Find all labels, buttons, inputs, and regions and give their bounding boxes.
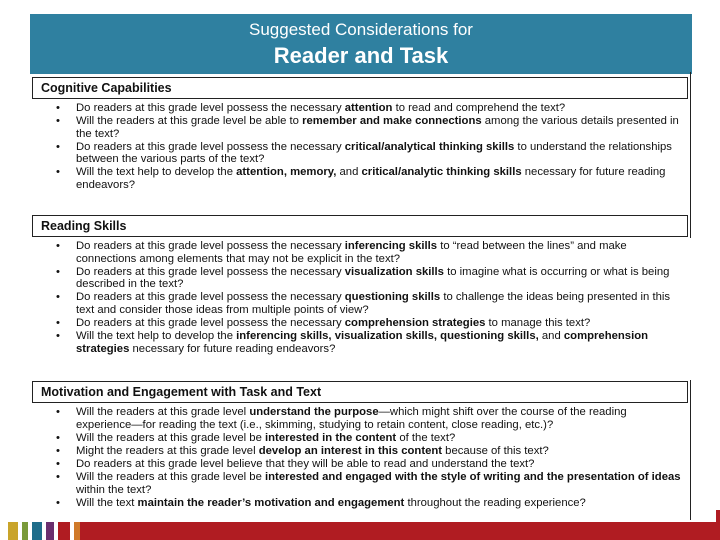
item-text: —which might shift over the course of the reading experience—for reading the text (i.e., skimming, studying to retain content, close reading, etc.)? xyxy=(76,406,627,431)
banner-subtitle: Suggested Considerations for xyxy=(249,20,473,39)
item-text: to manage this text? xyxy=(485,317,591,330)
emphasis-text: interested in the content xyxy=(265,431,397,444)
section-heading-label: Reading Skills xyxy=(41,219,127,233)
list-item xyxy=(44,115,684,140)
item-text: Do readers at this grade level possess the necessary xyxy=(76,240,345,252)
item-text: to read and comprehend the text? xyxy=(392,102,566,114)
bullet-icon: • xyxy=(56,166,60,179)
list-item xyxy=(44,471,684,496)
section-heading-label: Motivation and Engagement with Task and Text xyxy=(41,385,322,399)
bullet-icon: • xyxy=(56,265,60,278)
emphasis-text: remember and make connections xyxy=(302,115,482,128)
section-heading-cognitive-capabilities xyxy=(32,77,688,99)
list-item xyxy=(44,406,684,431)
emphasis-text: critical/analytical thinking skills xyxy=(344,140,515,153)
item-text: to “read between the lines” and make connections among elements that may not be explicit in the text? xyxy=(76,240,627,265)
bullet-icon: • xyxy=(56,470,60,483)
item-text: necessary for future reading endeavors? xyxy=(76,166,666,192)
bullet-icon: • xyxy=(56,140,60,153)
item-text: Do readers at this grade level possess the necessary xyxy=(76,291,345,304)
emphasis-text: interested and engaged with the style of writing and the presentation of ideas xyxy=(265,470,681,483)
footer-color-block xyxy=(22,522,28,540)
list-item xyxy=(44,497,684,510)
emphasis-text: understand the purpose xyxy=(249,406,379,418)
emphasis-text: maintain the reader’s motivation and engagement xyxy=(137,496,405,509)
item-text: and xyxy=(538,330,564,343)
emphasis-text: inferencing skills, visualization skills, questioning skills, xyxy=(236,330,539,343)
emphasis-text: comprehension strategies xyxy=(76,330,649,355)
emphasis-text: develop an interest in this content xyxy=(258,444,443,457)
item-text: Will the readers at this grade level be xyxy=(76,431,266,444)
title-banner xyxy=(30,14,692,74)
footer-color-block xyxy=(32,522,42,540)
bullet-icon: • xyxy=(56,431,60,444)
bullet-icon: • xyxy=(56,317,60,330)
emphasis-text: inferencing skills xyxy=(344,240,438,252)
bullet-icon: • xyxy=(56,444,60,457)
reading-skills-list xyxy=(44,240,684,356)
section-heading-reading-skills xyxy=(32,215,688,237)
bullet-icon: • xyxy=(56,496,60,509)
list-item xyxy=(44,266,684,291)
list-item xyxy=(44,432,684,445)
footer-color-block xyxy=(46,522,54,540)
item-text: Do readers at this grade level possess the necessary xyxy=(76,265,345,278)
item-text: Will the readers at this grade level xyxy=(76,406,250,418)
emphasis-text: questioning skills xyxy=(344,291,441,304)
item-text: and xyxy=(336,166,362,179)
footer-color-blocks xyxy=(0,522,80,540)
item-text: Will the readers at this grade level be able to xyxy=(76,115,303,128)
item-text: necessary for future reading endeavors? xyxy=(129,342,336,355)
banner-title: Reader and Task xyxy=(273,43,449,68)
list-item xyxy=(44,291,684,316)
bullet-icon: • xyxy=(56,457,60,470)
item-text: to imagine what is occurring or what is being described in the text? xyxy=(76,265,670,291)
bullet-icon: • xyxy=(56,330,60,343)
item-text: to understand the relationships between the various parts of the text? xyxy=(76,140,672,166)
item-text: Will the text xyxy=(76,496,138,509)
item-text: Do readers at this grade level possess the necessary xyxy=(76,317,345,330)
item-text: of the text? xyxy=(396,431,456,444)
emphasis-text: visualization skills xyxy=(344,265,444,278)
item-text: Will the text help to develop the xyxy=(76,166,237,179)
list-item xyxy=(44,317,684,330)
emphasis-text: critical/analytic thinking skills xyxy=(361,166,522,179)
item-text: Do readers at this grade level possess the necessary xyxy=(76,140,345,153)
item-text: Might the readers at this grade level xyxy=(76,444,259,457)
bullet-icon: • xyxy=(56,102,60,114)
item-text: Will the readers at this grade level be xyxy=(76,470,266,483)
item-text: Do readers at this grade level believe that they will be able to read and understand the text? xyxy=(76,457,535,470)
item-text: within the text? xyxy=(76,483,152,496)
list-item xyxy=(44,102,684,115)
motivation-engagement-list xyxy=(44,406,684,510)
footer-side-mark xyxy=(716,510,720,522)
emphasis-text: attention xyxy=(344,102,393,114)
bullet-icon: • xyxy=(56,406,60,418)
footer-color-block xyxy=(58,522,70,540)
item-text: because of this text? xyxy=(442,444,549,457)
list-item xyxy=(44,445,684,458)
list-item xyxy=(44,141,684,166)
list-item xyxy=(44,166,684,191)
list-item xyxy=(44,240,684,265)
section-heading-motivation-engagement xyxy=(32,381,688,403)
section-heading-label: Cognitive Capabilities xyxy=(41,81,172,95)
footer-bar xyxy=(80,522,720,540)
list-item xyxy=(44,458,684,471)
bullet-icon: • xyxy=(56,291,60,304)
item-text: Do readers at this grade level possess the necessary xyxy=(76,102,345,114)
section-border xyxy=(690,72,691,238)
item-text: to challenge the ideas being presented in this text and consider those ideas from multiple points of view? xyxy=(76,291,671,316)
section-border xyxy=(690,380,691,520)
item-text: among the various details presented in the text? xyxy=(76,115,679,140)
footer-color-block xyxy=(8,522,18,540)
item-text: Will the text help to develop the xyxy=(76,330,237,343)
bullet-icon: • xyxy=(56,240,60,252)
emphasis-text: attention, memory, xyxy=(236,166,337,179)
list-item xyxy=(44,330,684,355)
item-text: throughout the reading experience? xyxy=(404,496,586,509)
emphasis-text: comprehension strategies xyxy=(344,317,486,330)
cognitive-capabilities-list xyxy=(44,102,684,192)
bullet-icon: • xyxy=(56,115,60,128)
